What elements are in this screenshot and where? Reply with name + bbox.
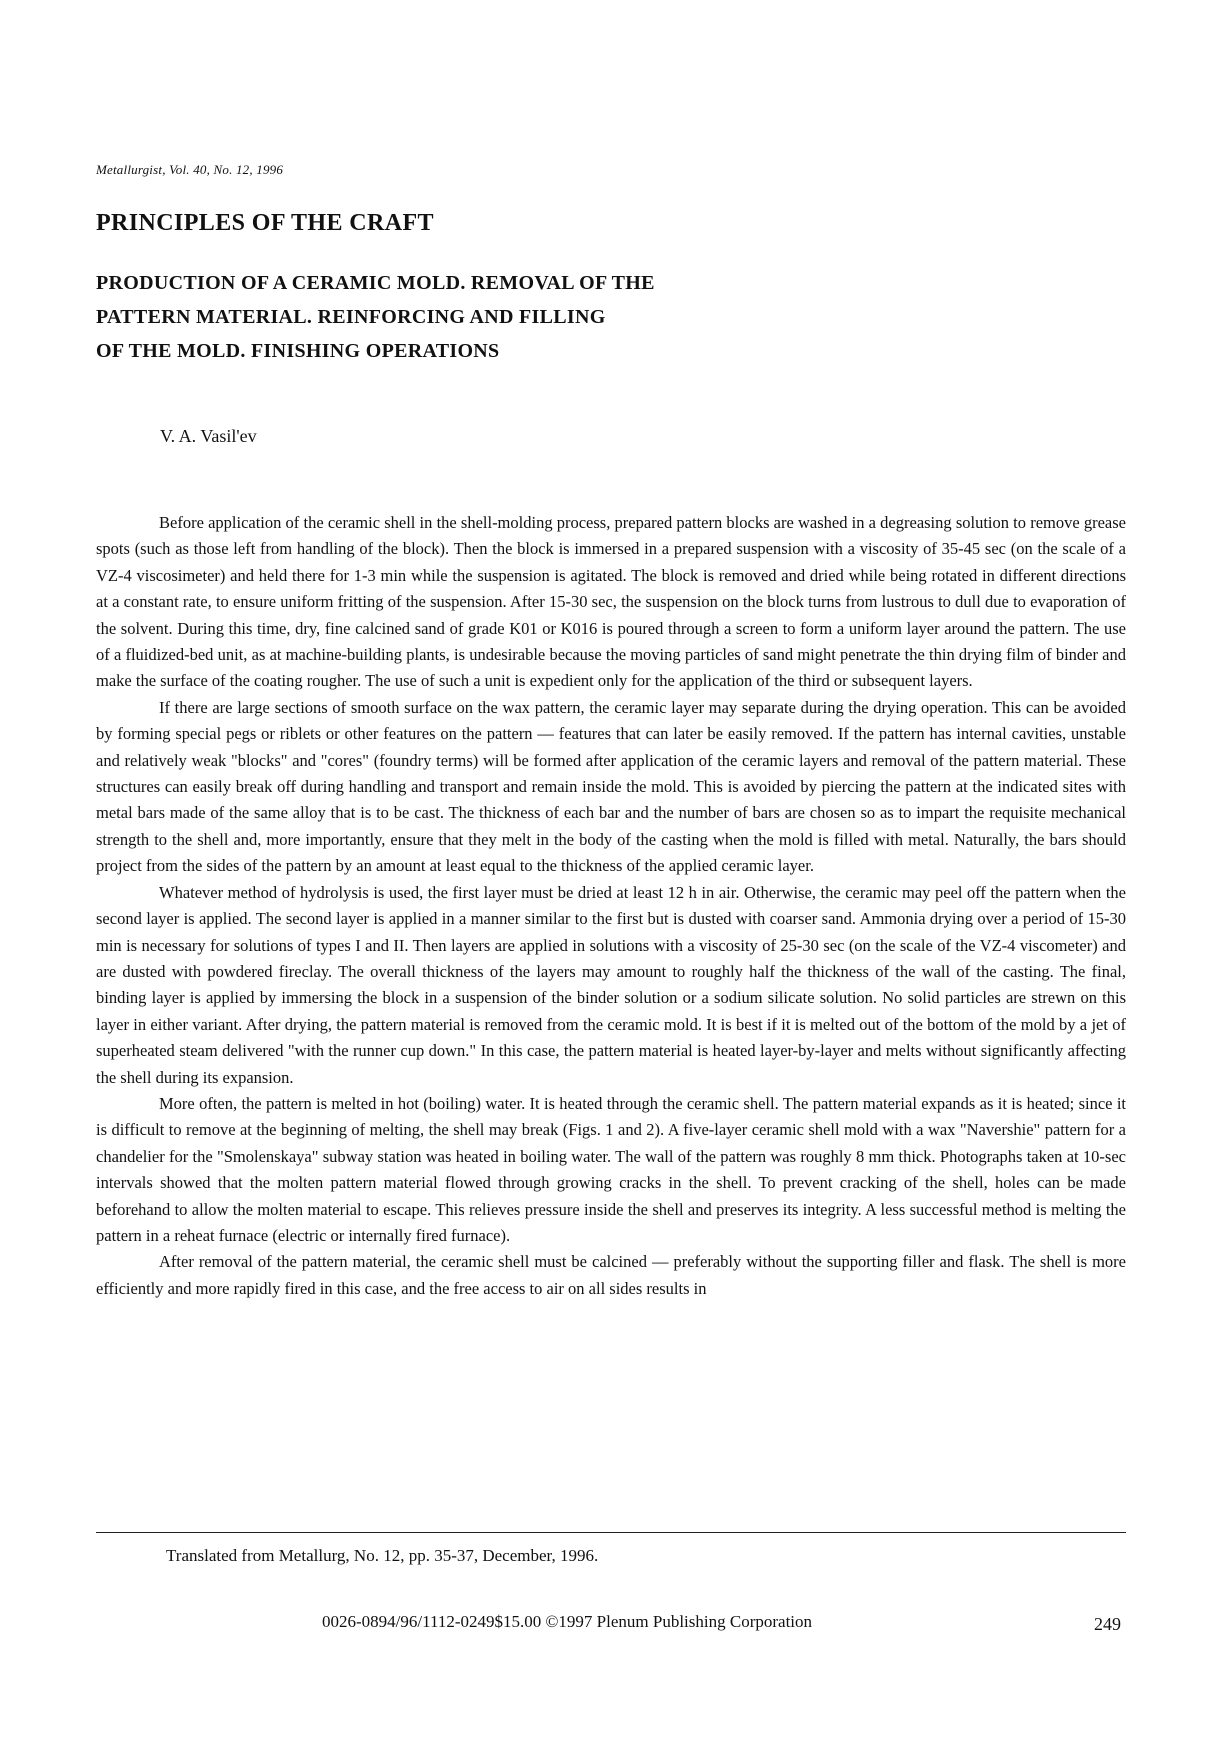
body-paragraph: Before application of the ceramic shell in the shell-molding process, prepared pattern blocks are washed in a degreasing solution to remove grease spots (such as those left from handling of the block). Then the block is immersed in a prepared suspension with a viscosity of 35-45 sec (on the scale of a VZ-4 viscosimeter) and held there for 1-3 min while the suspension is agitated. The block is removed and dried while being rotated in different directions at a constant rate, to ensure uniform fritting of the suspension. After 15-30 sec, the suspension on the block turns from lustrous to dull due to evaporation of the solvent. During this time, dry, fine calcined sand of grade K01 or K016 is poured through a screen to form a uniform layer around the pattern. The use of a fluidized-bed unit, as at machine-building plants, is undesirable because the moving particles of sand might penetrate the thin drying film of binder and make the surface of the coating rougher. The use of such a unit is expedient only for the application of the third or subsequent layers. <box>96 513 1126 691</box>
article-title-line: PRODUCTION OF A CERAMIC MOLD. REMOVAL OF THE <box>96 272 655 294</box>
body-paragraph: If there are large sections of smooth surface on the wax pattern, the ceramic layer may separate during the drying operation. This can be avoided by forming special pegs or riblets or other features on the pattern — features that can later be easily removed. If the pattern has internal cavities, unstable and relatively weak "blocks" and "cores" (foundry terms) will be formed after application of the ceramic layers and removal of the pattern material. These structures can easily break off during handling and transport and remain inside the mold. This is avoided by piercing the pattern at the indicated sites with metal bars made of the same alloy that is to be cast. The thickness of each bar and the number of bars are chosen so as to impart the requisite mechanical strength to the shell and, more importantly, ensure that they melt in the body of the casting when the mold is filled with metal. Naturally, the bars should project from the sides of the pattern by an amount at least equal to the thickness of the applied ceramic layer. <box>96 697 1126 876</box>
copyright-line: 0026-0894/96/1112-0249$15.00 ©1997 Plenum Publishing Corporation <box>322 1612 813 1631</box>
author-name: V. A. Vasil'ev <box>160 426 257 446</box>
footnote-divider <box>96 1532 1126 1533</box>
article-body <box>96 510 1126 1302</box>
page-number: 249 <box>1094 1614 1121 1634</box>
article-title-line: OF THE MOLD. FINISHING OPERATIONS <box>96 340 500 362</box>
body-paragraph: More often, the pattern is melted in hot (boiling) water. It is heated through the ceramic shell. The pattern material expands as it is heated; since it is difficult to remove at the beginning of melting, the shell may break (Figs. 1 and 2). A five-layer ceramic shell mold with a wax "Navershie" pattern for a chandelier for the "Smolenskaya" subway station was heated in boiling water. The wall of the pattern was roughly 8 mm thick. Photographs taken at 10-sec intervals showed that the molten pattern material flowed through growing cracks in the shell. To prevent cracking of the shell, holes can be made beforehand to allow the molten material to escape. This relieves pressure inside the shell and preserves its integrity. A less successful method is melting the pattern in a reheat furnace (electric or internally fired furnace). <box>96 1093 1126 1245</box>
body-paragraph: Whatever method of hydrolysis is used, the first layer must be dried at least 12 h in air. Otherwise, the ceramic may peel off the pattern when the second layer is applied. The second layer is applied in a manner similar to the first but is dusted with coarser sand. Ammonia drying over a period of 15-30 min is necessary for solutions of types I and II. Then layers are applied in solutions with a viscosity of 25-30 sec (on the scale of the VZ-4 viscometer) and are dusted with powdered fireclay. The overall thickness of the layers may amount to roughly half the thickness of the wall of the casting. The final, binding layer is applied by immersing the block in a suspension of the binder solution or a sodium silicate solution. No solid particles are strewn on this layer in either variant. After drying, the pattern material is removed from the ceramic mold. It is best if it is melted out of the bottom of the mold by a jet of superheated steam delivered "with the runner cup down." In this case, the pattern material is heated layer-by-layer and melts without significantly affecting the shell during its expansion. <box>96 882 1126 1087</box>
article-title-line: PATTERN MATERIAL. REINFORCING AND FILLING <box>96 306 606 328</box>
section-heading: PRINCIPLES OF THE CRAFT <box>96 210 434 236</box>
body-paragraph: After removal of the pattern material, the ceramic shell must be calcined — preferably without the supporting filler and flask. The shell is more efficiently and more rapidly fired in this case, and the free access to air on all sides results in <box>96 1252 1126 1298</box>
article-title <box>96 266 856 368</box>
journal-reference: Metallurgist, Vol. 40, No. 12, 1996 <box>96 162 284 177</box>
translation-footnote: Translated from Metallurg, No. 12, pp. 35-37, December, 1996. <box>166 1546 599 1565</box>
